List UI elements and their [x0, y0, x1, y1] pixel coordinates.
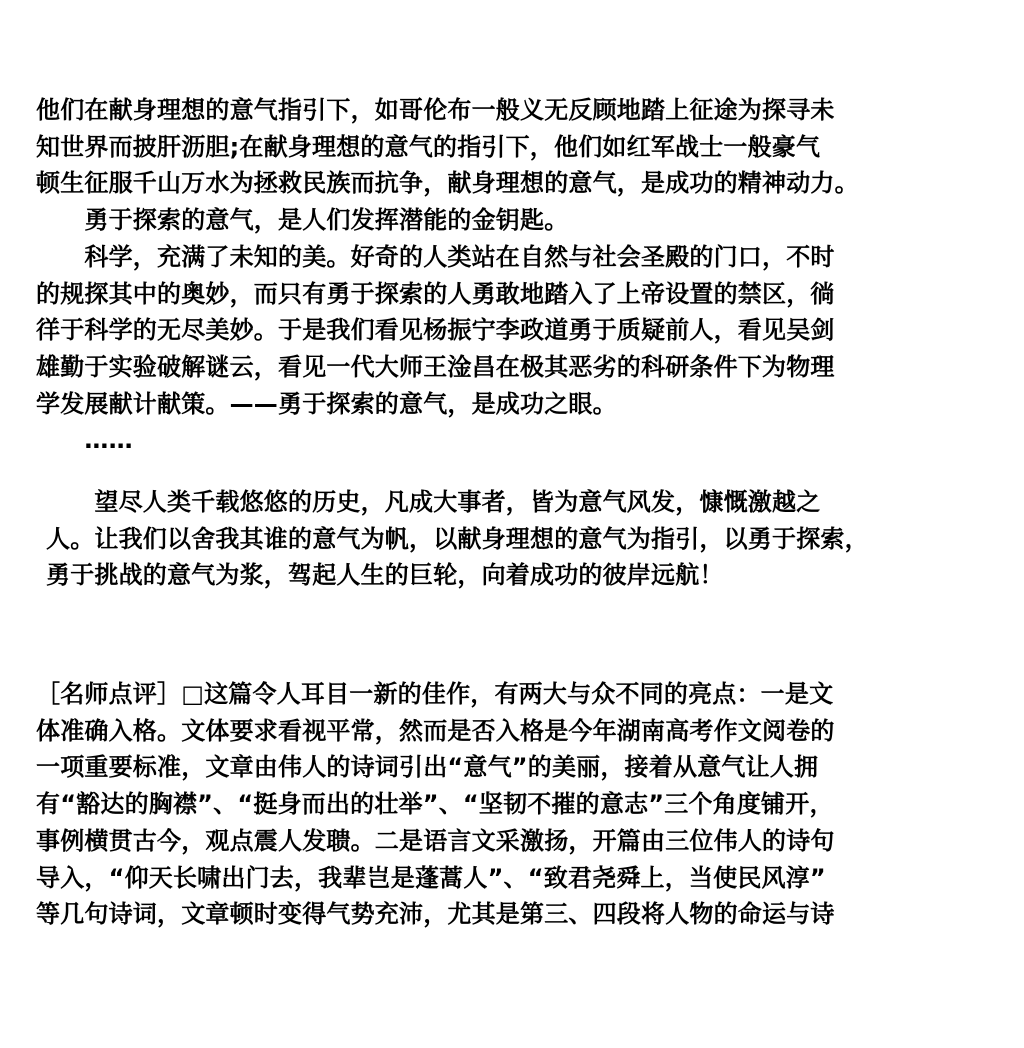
ellipsis-line: ……	[36, 426, 133, 455]
conclusion-paragraph	[46, 484, 1024, 594]
text-line: 体准确入格。文体要求看视平常，然而是否入格是今年湖南高考作文阅卷的	[36, 716, 835, 745]
text-line: 他们在献身理想的意气指引下，如哥伦布一般义无反顾地踏上征途为探寻未	[36, 96, 835, 124]
text-line: 勇于探索的意气，是人们发挥潜能的金钥匙。	[36, 206, 569, 235]
text-line: 顿生征服千山万水为拯救民族而抗争，献身理想的意气，是成功的精神动力。	[36, 169, 859, 198]
text-line: 雄勤于实验破解谜云，看见一代大师王淦昌在极其恶劣的科研条件下为物理	[36, 352, 835, 381]
text-line: 导入，“仰天长啸出门去，我辈岂是蓬蒿人”、“致君尧舜上，当使民风淳”	[36, 863, 826, 892]
text-line: 事例横贯古今，观点震人发聩。二是语言文采激扬，开篇由三位伟人的诗句	[36, 826, 835, 855]
text-line: 人。让我们以舍我其谁的意气为帆，以献身理想的意气为指引，以勇于探索，	[46, 524, 869, 553]
review-heading-line: ［名师点评］□这篇令人耳目一新的佳作，有两大与众不同的亮点：一是文	[36, 680, 834, 708]
text-line: 知世界而披肝沥胆;在献身理想的意气的指引下，他们如红军战士一般豪气	[36, 132, 821, 161]
text-line: 徉于科学的无尽美妙。于是我们看见杨振宁李政道勇于质疑前人，看见吴剑	[36, 316, 835, 345]
text-line: 勇于挑战的意气为浆，驾起人生的巨轮，向着成功的彼岸远航！	[46, 561, 724, 590]
text-line: 等几句诗词，文章顿时变得气势充沛，尤其是第三、四段将人物的命运与诗	[36, 900, 835, 929]
text-line: 的规探其中的奥妙，而只有勇于探索的人勇敢地踏入了上帝设置的禁区，徜	[36, 279, 835, 308]
text-line: 一项重要标准，文章由伟人的诗词引出“意气”的美丽，接着从意气让人拥	[36, 753, 819, 782]
teacher-review	[36, 676, 1024, 933]
text-line: 望尽人类千载悠悠的历史，凡成大事者，皆为意气风发，慷慨激越之	[46, 488, 821, 516]
essay-body	[36, 92, 1024, 459]
text-line: 有“豁达的胸襟”、“挺身而出的壮举”、“坚韧不摧的意志”三个角度铺开，	[36, 790, 834, 819]
text-line: 学发展献计献策。——勇于探索的意气，是成功之眼。	[36, 389, 617, 418]
text-line: 科学，充满了未知的美。好奇的人类站在自然与社会圣殿的门口，不时	[36, 242, 835, 271]
